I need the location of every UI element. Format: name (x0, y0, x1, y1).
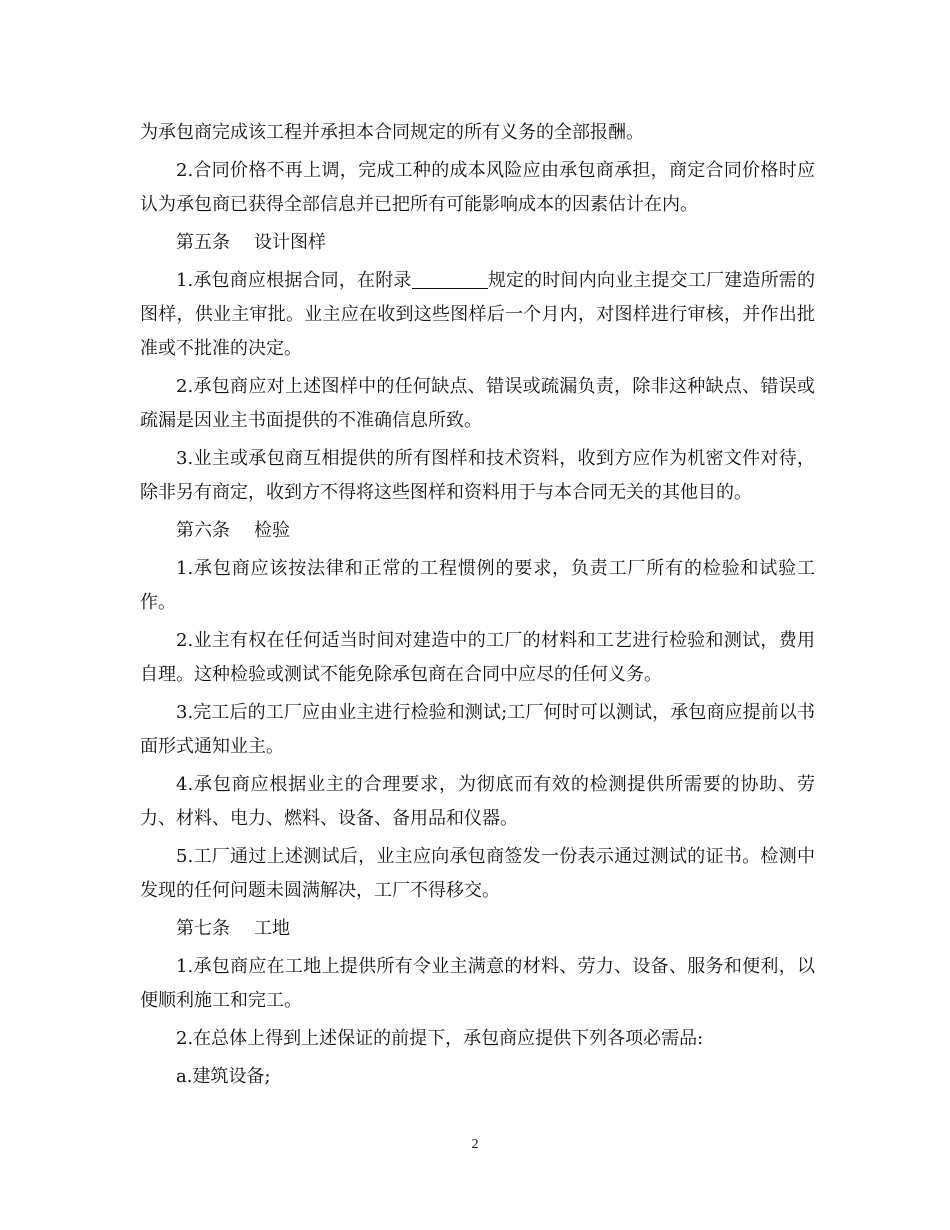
paragraph-site-2: 2.在总体上得到上述保证的前提下，承包商应提供下列各项必需品: (176, 1028, 704, 1049)
paragraph-contract-price: 2.合同价格不再上调，完成工种的成本风险应由承包商承担，商定合同价格时应认为承包商已获得全部信息并已把所有可能影响成本的因素估计在内。 (140, 160, 815, 215)
paragraph-design-drawings-2: 2.承包商应对上述图样中的任何缺点、错误或疏漏负责，除非这种缺点、错误或疏漏是因业主书面提供的不准确信息所致。 (140, 376, 815, 431)
paragraph-design-drawings-1 (140, 264, 815, 366)
section-title: 设计图样 (254, 232, 326, 253)
paragraph-site-1: 1.承包商应在工地上提供所有令业主满意的材料、劳力、设备、服务和便利，以便顺利施工和完工。 (140, 956, 815, 1011)
paragraph-inspection-5: 5.工厂通过上述测试后，业主应向承包商签发一份表示通过测试的证书。检测中发现的任何问题未圆满解决，工厂不得移交。 (140, 846, 815, 901)
section-title: 检验 (254, 520, 290, 541)
paragraph-text-part-2: 规定的时间内向业主提交工厂建造所需的图样，供业主审批。业主应在收到这些图样后一个月内，对图样进行审核，并作出批准或不批准的决定。 (140, 270, 815, 359)
paragraph-design-drawings-3: 3.业主或承包商互相提供的所有图样和技术资料，收到方应作为机密文件对待，除非另有商定，收到方不得将这些图样和资料用于与本合同无关的其他目的。 (140, 448, 815, 503)
section-number: 第六条 (176, 520, 230, 541)
paragraph-inspection-3: 3.完工后的工厂应由业主进行检验和测试;工厂何时可以测试，承包商应提前以书面形式通知业主。 (140, 702, 815, 757)
paragraph-continuation: 为承包商完成该工程并承担本合同规定的所有义务的全部报酬。 (140, 122, 644, 143)
section-heading-6 (140, 514, 815, 548)
page-number: 2 (471, 1137, 479, 1152)
document-body (140, 116, 815, 1098)
section-number: 第五条 (176, 232, 230, 253)
blank-fill-line (412, 270, 488, 289)
paragraph-inspection-4: 4.承包商应根据业主的合理要求，为彻底而有效的检测提供所需要的协助、劳力、材料、电力、燃料、设备、备用品和仪器。 (140, 774, 815, 829)
section-heading-7 (140, 912, 815, 946)
section-number: 第七条 (176, 918, 230, 939)
paragraph-text-part-1: 1.承包商应根据合同，在附录 (176, 270, 412, 291)
paragraph-inspection-2: 2.业主有权在任何适当时间对建造中的工厂的材料和工艺进行检验和测试，费用自理。这种检验或测试不能免除承包商在合同中应尽的任何义务。 (140, 630, 815, 685)
section-title: 工地 (254, 918, 290, 939)
list-item-a: a.建筑设备; (176, 1066, 271, 1087)
section-heading-5 (140, 226, 815, 260)
paragraph-inspection-1: 1.承包商应该按法律和正常的工程惯例的要求，负责工厂所有的检验和试验工作。 (140, 558, 815, 613)
